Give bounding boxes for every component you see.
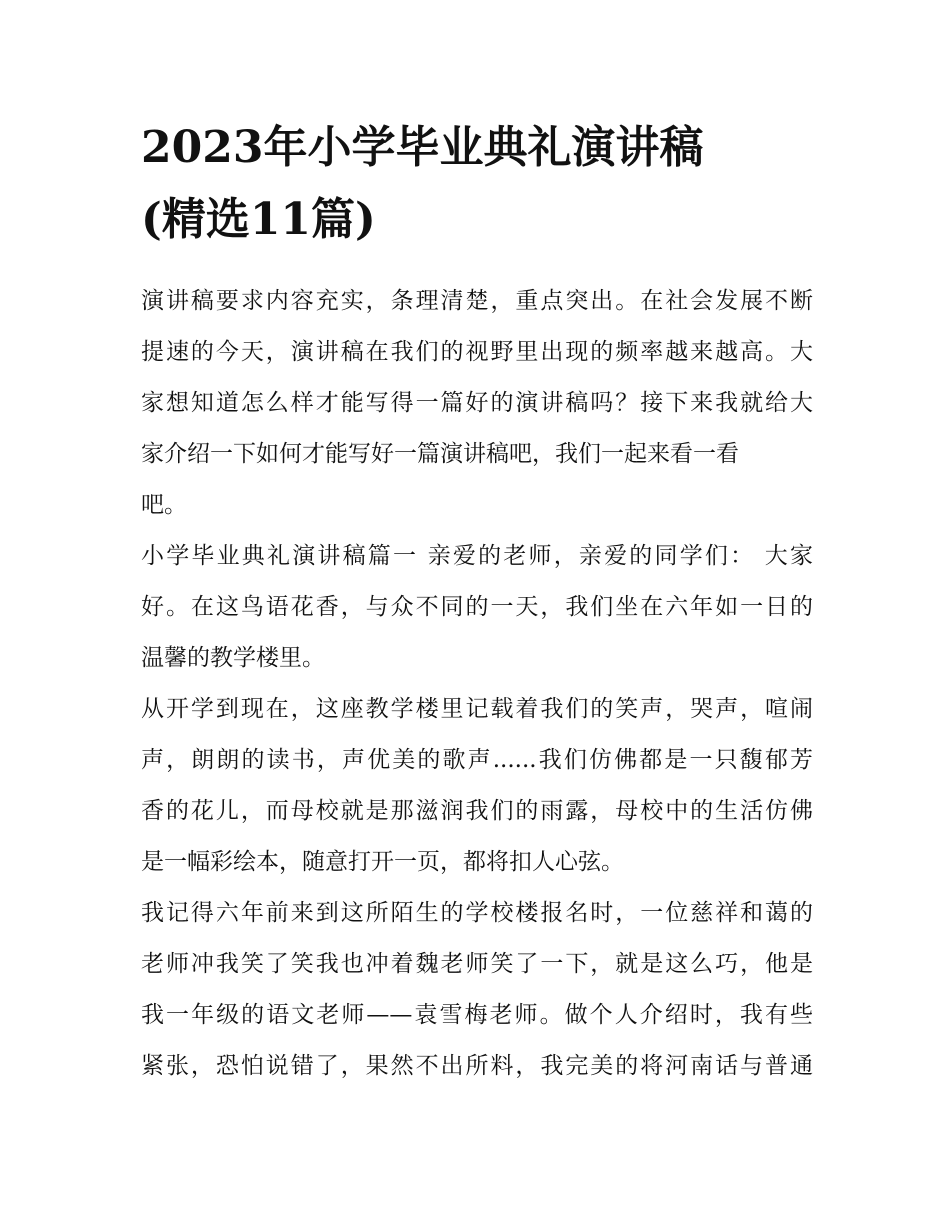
speech-opening-paragraph [141,531,813,684]
paragraph-line: 紧张，恐怕说错了，果然不出所料，我完美的将河南话与普通 [141,1053,813,1079]
paragraph-line: 家想知道怎么样才能写得一篇好的演讲稿吗？接下来我就给大 [141,390,813,416]
paragraph-line: 温馨的教学楼里。 [141,645,325,671]
paragraph-line: 从开学到现在，这座教学楼里记载着我们的笑声，哭声，喧闹 [141,696,813,722]
title-line-2: (精选11篇) [141,194,376,245]
title-line-1: 2023年小学毕业典礼演讲稿 [141,122,704,173]
paragraph-line: 我记得六年前来到这所陌生的学校楼报名时，一位慈祥和蔼的 [141,900,813,926]
document-page [141,112,813,1092]
paragraph-line: 演讲稿要求内容充实，条理清楚，重点突出。在社会发展不断 [141,288,813,314]
paragraph-line: 吧。 [141,492,187,518]
paragraph-line: 家介绍一下如何才能写好一篇演讲稿吧，我们一起来看一看 [141,441,739,467]
paragraph-line: 小学毕业典礼演讲稿篇一 亲爱的老师，亲爱的同学们： 大家 [141,543,813,569]
paragraph-line: 声，朗朗的读书，声优美的歌声......我们仿佛都是一只馥郁芳 [141,747,813,773]
paragraph-line: 提速的今天，演讲稿在我们的视野里出现的频率越来越高。大 [141,339,813,365]
intro-paragraph [141,276,813,531]
paragraph-line: 香的花儿，而母校就是那滋润我们的雨露，母校中的生活仿佛 [141,798,813,824]
memories-paragraph [141,684,813,888]
paragraph-line: 我一年级的语文老师——袁雪梅老师。做个人介绍时，我有些 [141,1002,813,1028]
paragraph-line: 好。在这鸟语花香，与众不同的一天，我们坐在六年如一日的 [141,594,813,620]
first-day-paragraph [141,888,813,1092]
document-title [141,112,813,256]
paragraph-line: 是一幅彩绘本，随意打开一页，都将扣人心弦。 [141,849,624,875]
paragraph-line: 老师冲我笑了笑我也冲着魏老师笑了一下，就是这么巧，他是 [141,951,813,977]
